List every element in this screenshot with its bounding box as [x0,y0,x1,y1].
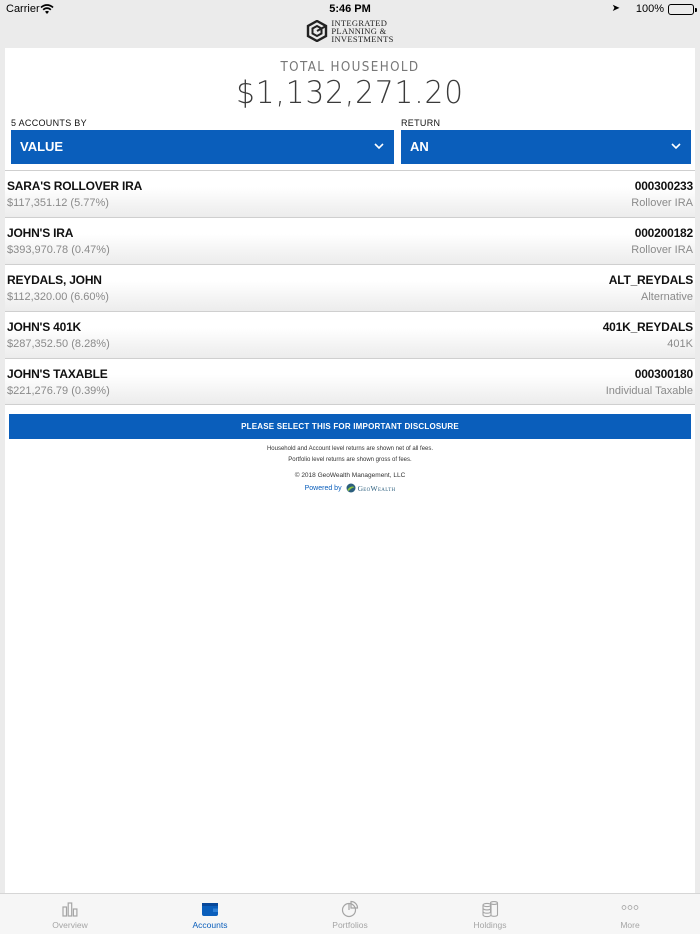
account-row[interactable] [5,217,695,264]
account-row[interactable] [5,311,695,358]
total-household-label: TOTAL HOUSEHOLD [280,60,420,75]
account-value: $221,276.79 (0.39%) [7,385,110,397]
clock: 5:46 PM [329,3,371,15]
tab-accounts[interactable] [140,894,280,934]
tab-label: Portfolios [332,920,368,930]
account-type: Rollover IRA [631,197,693,209]
account-type: Alternative [641,291,693,303]
chevron-down-icon [671,143,681,150]
geowealth-logo-icon [346,483,356,493]
battery-percent: 100% [635,3,664,15]
account-number: 000200182 [634,226,693,240]
accounts-card [5,48,695,893]
account-value: $393,970.78 (0.47%) [7,244,110,256]
account-type: Individual Taxable [605,385,693,397]
disclosure-button[interactable]: PLEASE SELECT THIS FOR IMPORTANT DISCLOSURE [9,414,691,439]
account-row[interactable] [5,170,695,217]
account-number: 401K_REYDALS [602,320,693,334]
company-logo [0,16,700,46]
total-household-value: $1,132,271.20 [236,75,464,111]
tab-label: Accounts [192,920,228,930]
fee-note-household: Household and Account level returns are shown net of all fees. [266,446,434,452]
account-row[interactable] [5,358,695,405]
logo-text [331,19,393,43]
tab-bar [0,893,700,934]
wallet-icon [201,900,219,918]
tab-portfolios[interactable] [280,894,420,934]
tab-more[interactable] [560,894,700,934]
account-name: JOHN'S 401K [7,320,82,334]
selectors [11,116,691,164]
return-dropdown[interactable] [401,130,691,164]
more-dots-icon [621,900,639,918]
battery-icon [668,4,694,15]
accounts-by-selector [11,116,394,164]
return-label: RETURN [401,118,441,128]
powered-by [5,483,695,493]
tab-label: Holdings [473,920,507,930]
coins-stack-icon [481,900,499,918]
account-value: $112,320.00 (6.60%) [7,291,109,303]
logo-mark-icon [306,20,328,42]
accounts-by-dropdown[interactable] [11,130,394,164]
account-type: 401K [667,338,693,350]
chevron-down-icon [374,143,384,150]
account-list [5,170,695,405]
accounts-by-value: VALUE [20,139,64,154]
tab-overview[interactable] [0,894,140,934]
tab-holdings[interactable] [420,894,560,934]
tab-label: Overview [52,920,88,930]
carrier-label: Carrier [6,3,40,15]
logo-line: INVESTMENTS [331,34,394,44]
account-number: 000300233 [634,179,693,193]
account-number: 000300180 [634,367,693,381]
return-value: AN [410,139,429,154]
account-value: $117,351.12 (5.77%) [7,197,109,209]
account-name: SARA'S ROLLOVER IRA [7,179,143,193]
accounts-by-label: 5 ACCOUNTS BY [11,118,87,128]
location-arrow-icon: ➤ [611,3,620,14]
account-number: ALT_REYDALS [608,273,693,287]
pie-chart-icon [341,900,359,918]
powered-by-brand: GeoWealth [357,483,396,493]
bar-chart-icon [61,900,79,918]
account-type: Rollover IRA [631,244,693,256]
copyright: © 2018 GeoWealth Management, LLC [294,472,406,479]
logo-line: PLANNING & [331,26,387,36]
account-name: JOHN'S IRA [7,226,74,240]
fee-note-portfolio: Portfolio level returns are shown gross of fees. [288,457,412,463]
account-row[interactable] [5,264,695,311]
account-value: $287,352.50 (8.28%) [7,338,110,350]
logo-line: INTEGRATED [331,18,388,28]
return-selector [401,116,691,164]
tab-label: More [620,920,640,930]
powered-by-label: Powered by [304,484,342,492]
fee-notes [5,444,695,466]
account-name: REYDALS, JOHN [7,273,102,287]
account-name: JOHN'S TAXABLE [7,367,108,381]
total-household [5,48,695,111]
